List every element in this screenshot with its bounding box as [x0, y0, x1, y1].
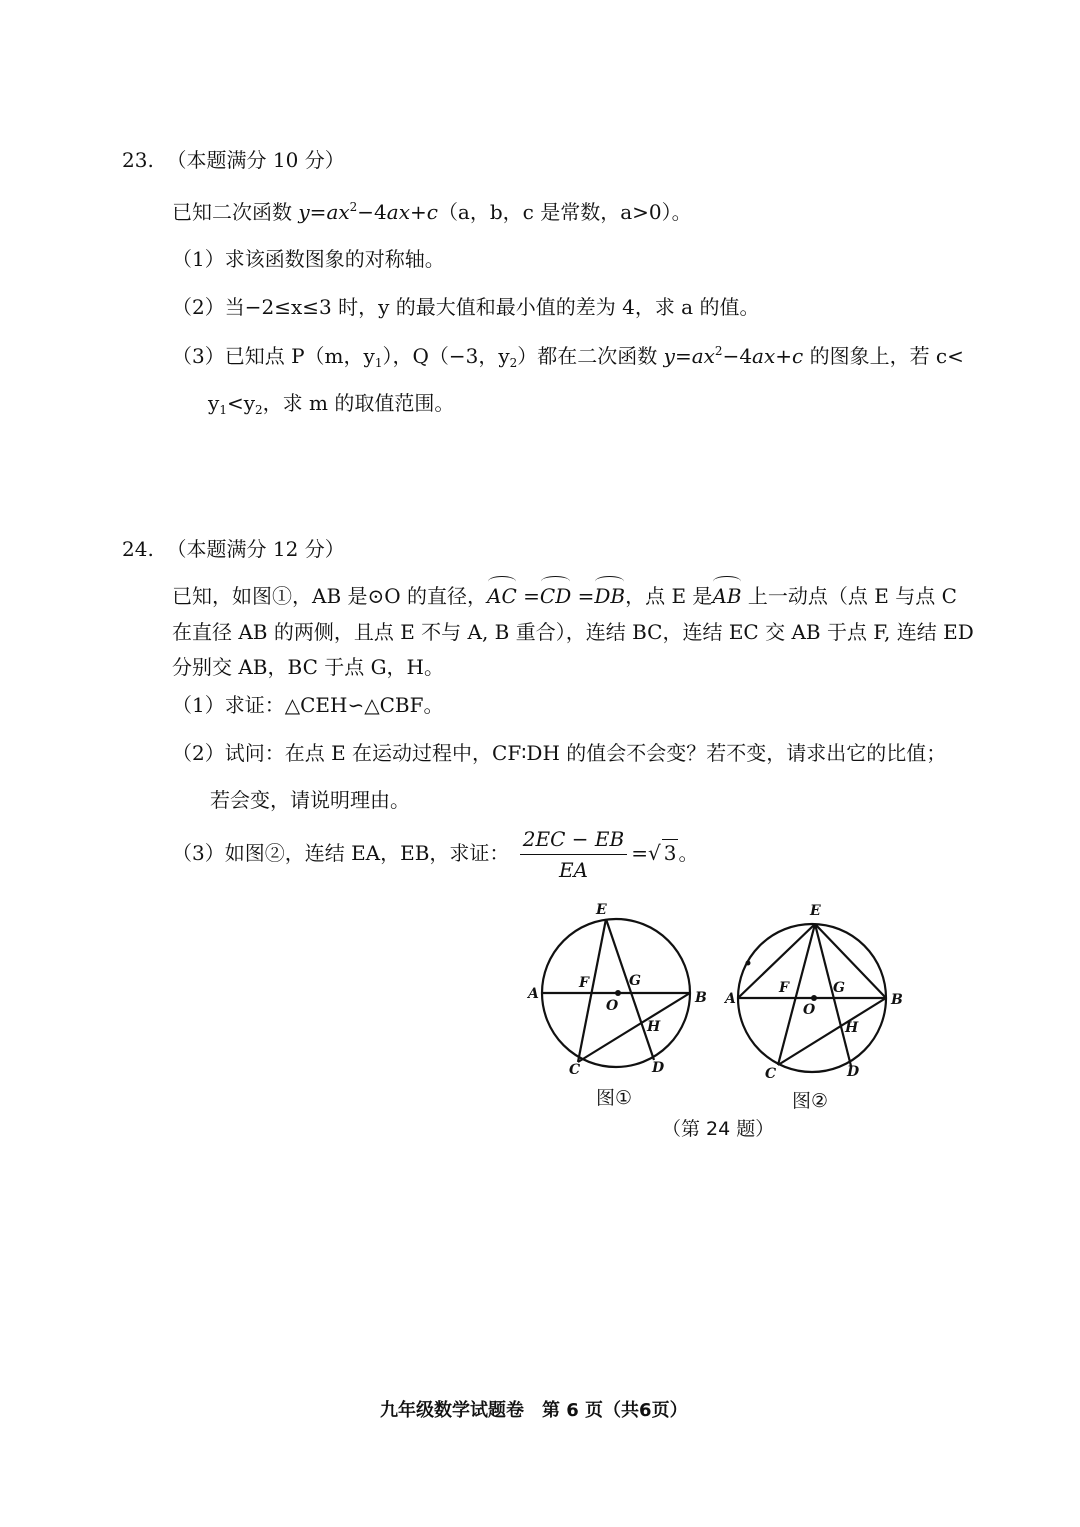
fig2-center-dot: [811, 995, 817, 1001]
q24-part1: （1）求证：△CEH∽△CBF。: [172, 693, 444, 717]
q24-line2: 在直径 AB 的两侧，且点 E 不与 A, B 重合），连结 BC，连结 EC 交 AB 于点 F, 连结 ED: [172, 620, 974, 644]
q23-part2: （2）当−2≤x≤3 时，y 的最大值和最小值的差为 4，求 a 的值。: [172, 295, 760, 319]
q23-part3-line1: （3）已知点 P（m，$y_1$），Q（−3，$y_2$）都在二次函数 $y=ax^2-4ax+c$ 的图象上，若 c<: [172, 344, 964, 370]
svg-text:O: O: [606, 998, 619, 1014]
arc-ac: AC: [487, 584, 517, 608]
svg-text:F: F: [579, 975, 589, 991]
q23-header: 23. （本题满分 10 分）: [122, 148, 345, 172]
q24-header: 24. （本题满分 12 分）: [122, 537, 345, 561]
figure-24-diagrams: [520, 895, 920, 1095]
svg-text:A: A: [528, 986, 539, 1002]
svg-text:D: D: [652, 1060, 665, 1076]
svg-text:C: C: [569, 1062, 581, 1078]
svg-text:E: E: [596, 902, 607, 918]
svg-text:C: C: [765, 1066, 777, 1082]
svg-text:O: O: [803, 1002, 816, 1018]
fig2-point: [746, 961, 751, 966]
page-footer: 九年级数学试题卷 第 6 页（共6页）: [380, 1400, 688, 1421]
fig2-line-cb: [778, 998, 886, 1065]
arc-db: DB: [594, 584, 626, 608]
svg-text:G: G: [833, 980, 845, 996]
svg-text:B: B: [695, 990, 707, 1006]
svg-text:G: G: [629, 973, 641, 989]
figure-caption: （第 24 题）: [662, 1118, 775, 1140]
svg-text:F: F: [779, 980, 789, 996]
q23-part1: （1）求该函数图象的对称轴。: [172, 247, 445, 271]
q24-part2-line2: 若会变，请说明理由。: [210, 788, 410, 812]
arc-cd: CD: [539, 584, 572, 608]
fig1-center-dot: [615, 990, 621, 996]
svg-text:B: B: [891, 992, 903, 1008]
fraction: $\frac{2EC - EB}{EA}$: [520, 826, 627, 883]
svg-text:D: D: [847, 1064, 860, 1080]
svg-text:E: E: [810, 903, 821, 919]
fig1-caption: 图①: [596, 1087, 633, 1109]
q24-part3: （3）如图②，连结 EA，EB，求证： $\frac{2EC - EB}{EA}$ =√ 3 。: [172, 827, 699, 882]
svg-text:A: A: [725, 991, 736, 1007]
q24-line1: 已知，如图①，AB 是⊙O 的直径，AC =CD =DB，点 E 是AB 上一动点（点 E 与点 C: [172, 584, 957, 608]
svg-text:H: H: [647, 1019, 661, 1035]
q24-part2-line1: （2）试问：在点 E 在运动过程中，CF∶DH 的值会不会变？若不变，请求出它的比值；: [172, 741, 947, 765]
q23-intro: 已知二次函数 $y=ax^2-4ax+c(a$，b，c 是常数，a>0）。: [172, 200, 692, 224]
q23-part3-line2: $y_1<y_2$，求 m 的取值范围。: [208, 391, 455, 417]
fig2-line-ea: [738, 924, 815, 998]
fig2-caption: 图②: [792, 1090, 829, 1112]
arc-ab: AB: [712, 584, 742, 608]
figure-1-labels: [526, 902, 707, 1078]
svg-text:H: H: [845, 1020, 859, 1036]
fig1-line-ed: [606, 919, 654, 1060]
q24-line3: 分别交 AB，BC 于点 G，H。: [172, 655, 445, 679]
